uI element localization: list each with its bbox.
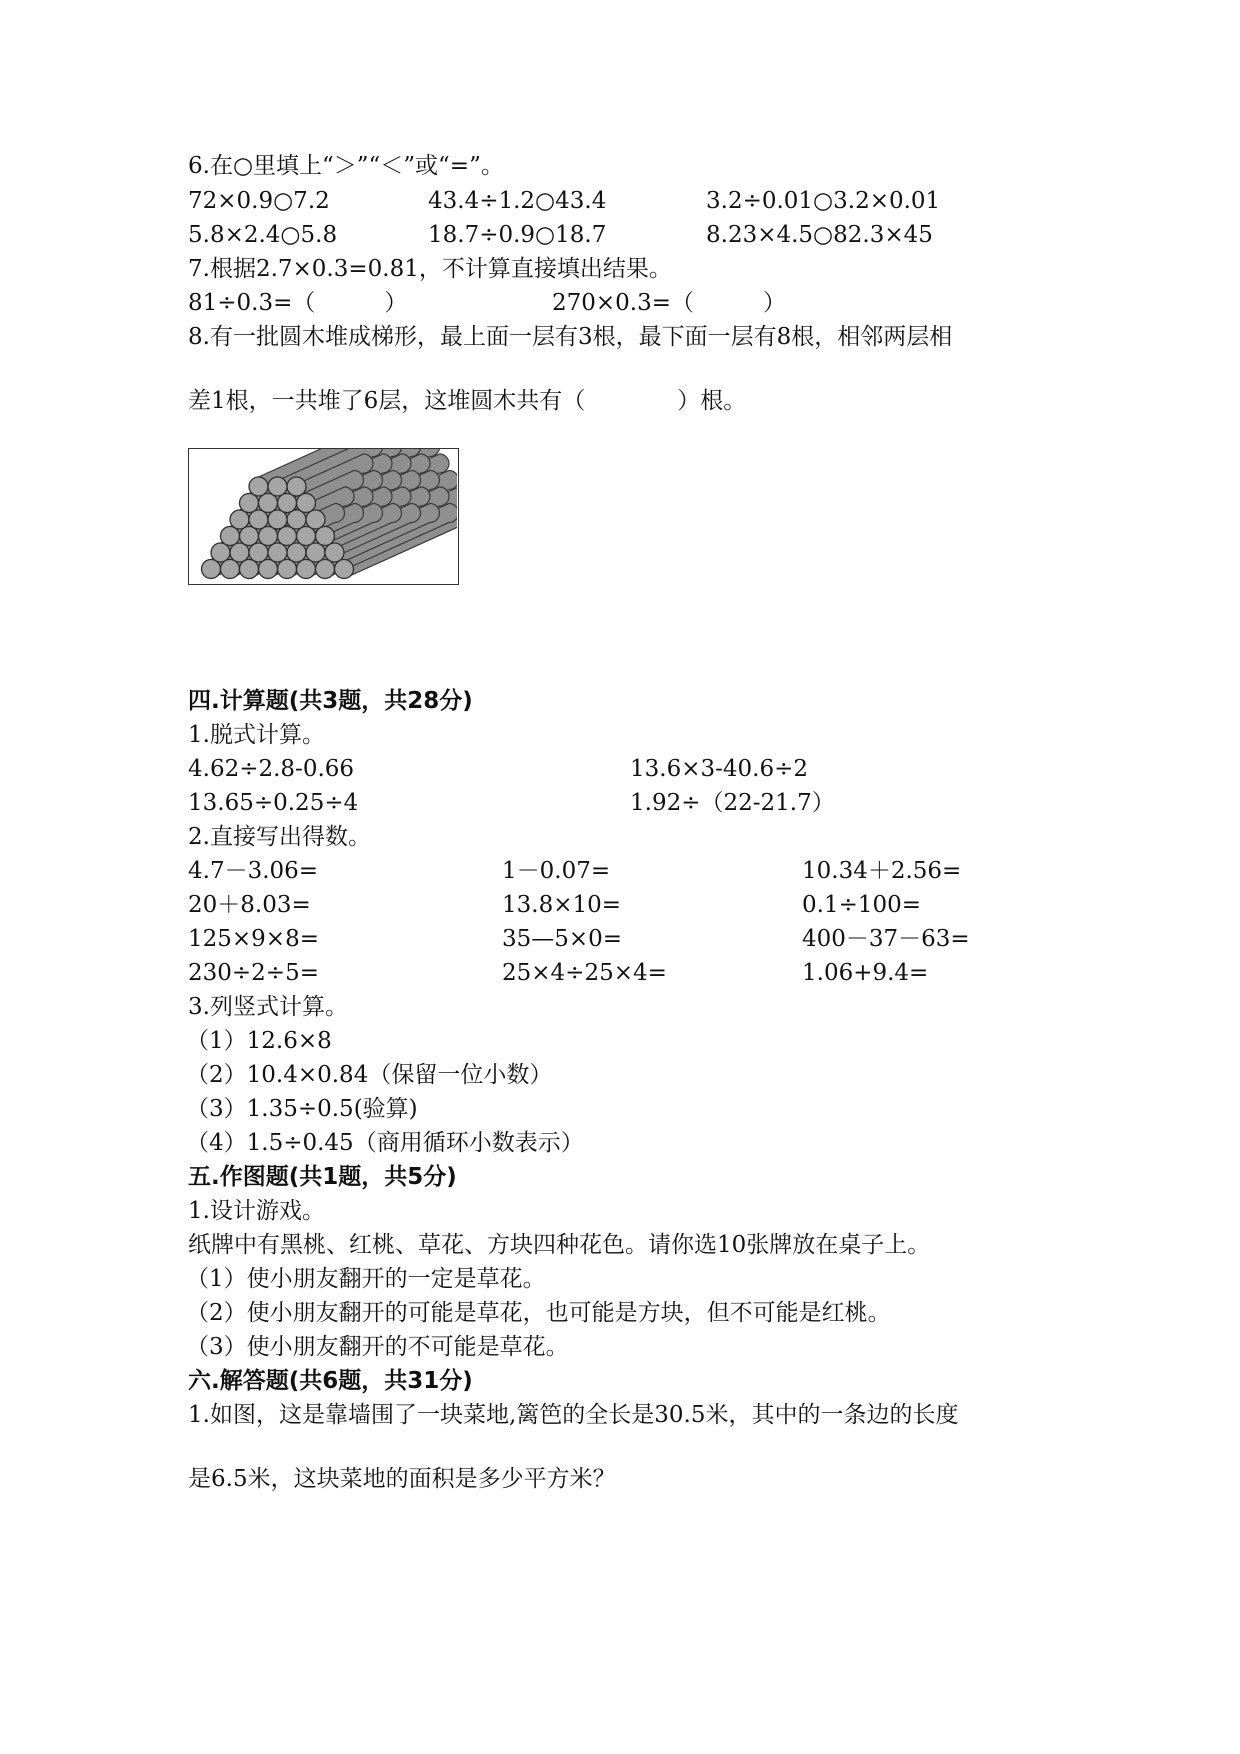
q6-item: 43.4÷1.2○43.4 — [428, 188, 607, 214]
sec4-q1-row-1 — [188, 754, 1188, 784]
log-end — [287, 510, 306, 529]
sec5-intro: 纸牌中有黑桃、红桃、草花、方块四种花色。请你选10张牌放在桌子上。 — [188, 1232, 931, 1258]
oral-item: 400－37－63= — [802, 926, 970, 952]
q6-row-1 — [188, 186, 1188, 216]
log-end — [249, 543, 268, 562]
log-end — [325, 543, 344, 562]
q6-item: 8.23×4.5○82.3×45 — [706, 222, 933, 248]
log-end — [202, 560, 221, 579]
q6-item: 72×0.9○7.2 — [188, 188, 330, 214]
log-end — [268, 543, 287, 562]
log-pile-figure — [188, 448, 459, 585]
log-end — [230, 510, 249, 529]
sec4-q1-stem: 1.脱式计算。 — [188, 722, 325, 748]
sec5-item: （3）使小朋友翻开的不可能是草花。 — [186, 1334, 569, 1360]
oral-row — [188, 958, 1188, 988]
oral-item: 1.06+9.4= — [802, 960, 929, 986]
q6-stem: 6.在○里填上“＞”“＜”或“=”。 — [188, 153, 504, 179]
log-end — [240, 494, 259, 513]
log-end — [306, 510, 325, 529]
oral-item: 1－0.07= — [502, 858, 611, 884]
log-end — [278, 494, 297, 513]
log-end — [221, 527, 240, 546]
vertical-calc-item: （1）12.6×8 — [186, 1028, 332, 1054]
log-end — [297, 494, 316, 513]
q8-line-2: 差1根，一共堆了6层，这堆圆木共有（ ）根。 — [188, 388, 747, 414]
log-end — [221, 560, 240, 579]
log-pile-illustration — [189, 449, 457, 583]
section-6-title: 六.解答题(共6题，共31分) — [188, 1368, 473, 1394]
oral-item: 230÷2÷5= — [188, 960, 319, 986]
log-end — [278, 527, 297, 546]
log-end — [211, 543, 230, 562]
calc-item: 13.65÷0.25÷4 — [188, 790, 359, 816]
calc-item: 4.62÷2.8-0.66 — [188, 756, 355, 782]
log-end — [287, 543, 306, 562]
oral-item: 0.1÷100= — [802, 892, 922, 918]
sec5-item: （2）使小朋友翻开的可能是草花，也可能是方块，但不可能是红桃。 — [186, 1300, 891, 1326]
log-end — [316, 560, 335, 579]
log-end — [240, 560, 259, 579]
q6-item: 5.8×2.4○5.8 — [188, 222, 338, 248]
log-end — [335, 560, 354, 579]
oral-item: 4.7－3.06= — [188, 858, 319, 884]
section-5-title: 五.作图题(共1题，共5分) — [188, 1164, 457, 1190]
log-end — [278, 560, 297, 579]
oral-row — [188, 856, 1188, 886]
sec4-q2-stem: 2.直接写出得数。 — [188, 824, 371, 850]
calc-item: 1.92÷（22-21.7） — [630, 790, 835, 816]
oral-item: 35—5×0= — [502, 926, 623, 952]
sec5-q1-stem: 1.设计游戏。 — [188, 1198, 325, 1224]
log-end — [297, 560, 316, 579]
log-end — [249, 477, 268, 496]
log-end — [306, 543, 325, 562]
log-end — [259, 494, 278, 513]
q6-row-2 — [188, 220, 1188, 250]
q6-item: 3.2÷0.01○3.2×0.01 — [706, 188, 941, 214]
log-end — [230, 543, 249, 562]
oral-item: 13.8×10= — [502, 892, 622, 918]
sec5-item: （1）使小朋友翻开的一定是草花。 — [186, 1266, 546, 1292]
vertical-calc-item: （4）1.5÷0.45（商用循环小数表示） — [186, 1130, 584, 1156]
log-end — [268, 477, 287, 496]
q8-line-1: 8.有一批圆木堆成梯形，最上面一层有3根，最下面一层有8根，相邻两层相 — [188, 324, 953, 350]
q6-item: 18.7÷0.9○18.7 — [428, 222, 607, 248]
sec6-q1-line-2: 是6.5米，这块菜地的面积是多少平方米？ — [188, 1466, 616, 1492]
oral-item: 25×4÷25×4= — [502, 960, 667, 986]
vertical-calc-item: （3）1.35÷0.5(验算) — [186, 1096, 418, 1122]
q7-answer-a: 81÷0.3=（ ） — [188, 290, 408, 316]
sec6-q1-line-1: 1.如图，这是靠墙围了一块菜地,篱笆的全长是30.5米，其中的一条边的长度 — [188, 1402, 959, 1428]
log-end — [287, 477, 306, 496]
section-4-title: 四.计算题(共3题，共28分) — [188, 688, 473, 714]
oral-item: 10.34＋2.56= — [802, 858, 962, 884]
q7-row — [188, 288, 1188, 318]
log-end — [297, 527, 316, 546]
q7-answer-b: 270×0.3=（ ） — [552, 290, 787, 316]
log-end — [249, 510, 268, 529]
oral-item: 20＋8.03= — [188, 892, 311, 918]
sec4-q1-row-2 — [188, 788, 1188, 818]
calc-item: 13.6×3-40.6÷2 — [630, 756, 809, 782]
log-end — [268, 510, 287, 529]
sec4-q3-stem: 3.列竖式计算。 — [188, 994, 348, 1020]
log-end — [259, 527, 278, 546]
oral-row — [188, 890, 1188, 920]
oral-row — [188, 924, 1188, 954]
log-end — [259, 560, 278, 579]
log-end — [240, 527, 259, 546]
vertical-calc-item: （2）10.4×0.84（保留一位小数） — [186, 1062, 553, 1088]
q7-stem: 7.根据2.7×0.3=0.81，不计算直接填出结果。 — [188, 256, 672, 282]
log-end — [316, 527, 335, 546]
oral-item: 125×9×8= — [188, 926, 319, 952]
